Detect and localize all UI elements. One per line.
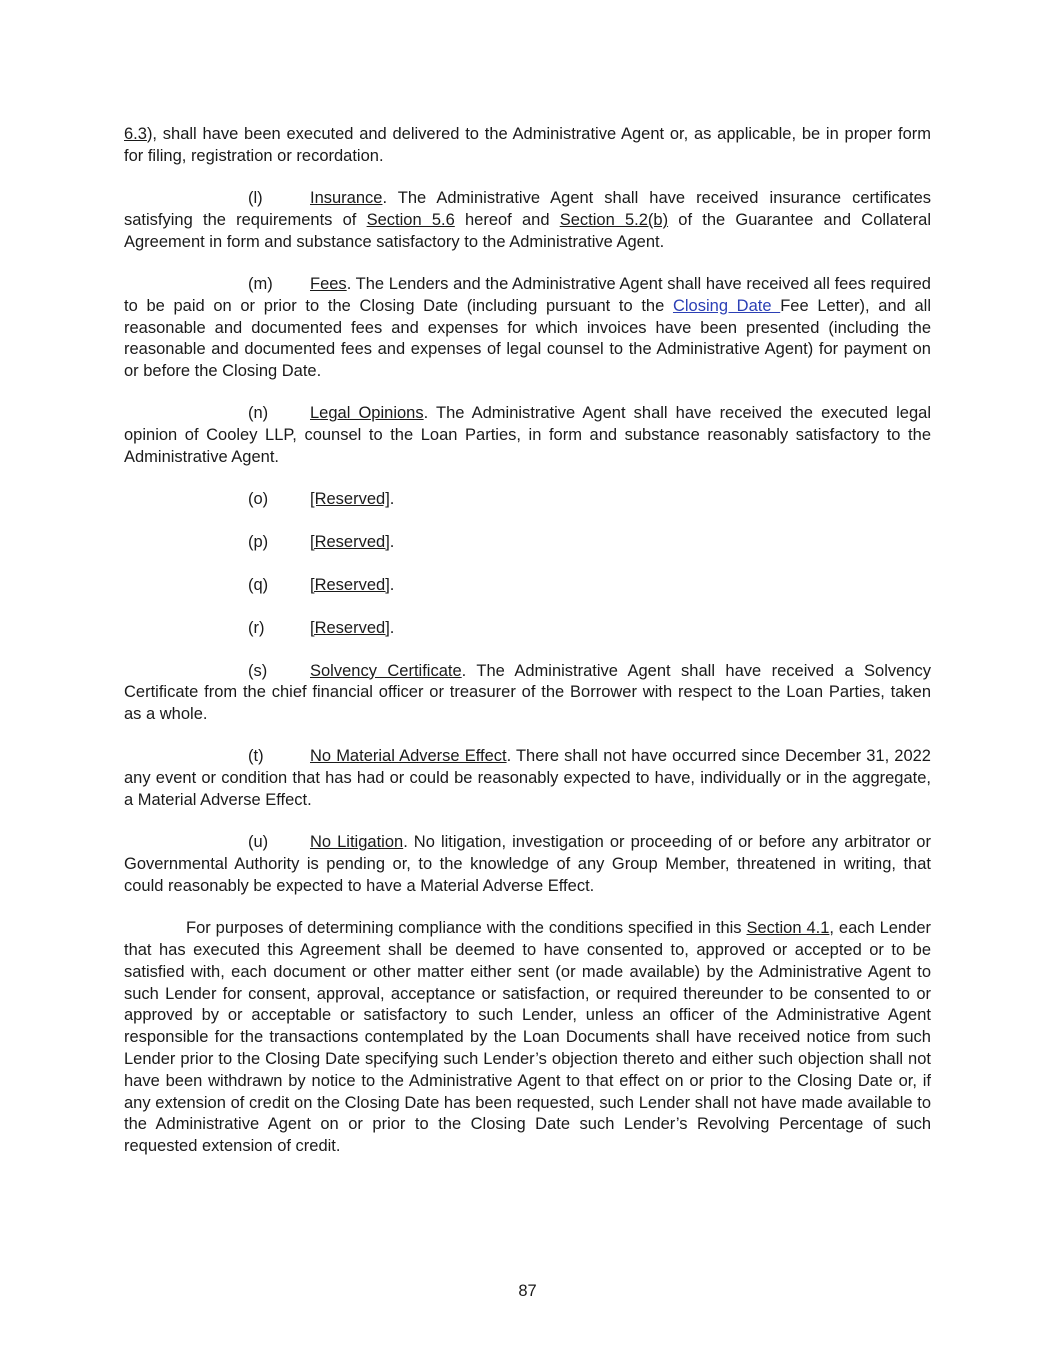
closing-paragraph: For purposes of determining compliance with the conditions specified in this Section 4.1, each Lender that has executed this Agreement shall be deemed to have consented to, approved or accepted or to be satisfied with, each document or other matter either sent (or made available) by the Administrative Agent to such Lender for consent, approval, acceptance or satisfaction, or required thereunder to be consented to or approved by or acceptable or satisfactory to such Lender, unless an officer of the Administrative Agent responsible for the transactions contemplated by the Loan Documents shall have received notice from such Lender prior to the Closing Date specifying such Lender’s objection thereto and either such objection shall not have been withdrawn by notice to the Administrative Agent to that effect on or prior to the Closing Date or, if any extension of credit on the Closing Date has been requested, such Lender shall not have made available to the Administrative Agent on or prior to the Closing Date such Lender’s Revolving Percentage of such requested extension of credit. bbox=[124, 919, 931, 1156]
clause-label: (p) bbox=[248, 533, 269, 552]
clause-t: (t) No Material Adverse Effect. There shall not have occurred since December 31, 2022 any event or condition that has had or could be reasonably expected to have, individually or in the aggregate, a Material Adverse Effect. bbox=[124, 747, 931, 810]
clause-title: Solvency Certificate bbox=[310, 661, 462, 680]
clause-label: (m) bbox=[248, 274, 273, 293]
clause-title: No Material Adverse Effect bbox=[310, 747, 507, 766]
clause-label: (n) bbox=[248, 404, 269, 423]
section-ref[interactable]: Section 4.1 bbox=[746, 919, 830, 938]
clause-q: (q) [Reserved]. bbox=[124, 575, 931, 597]
clause-m: (m) Fees. The Lenders and the Administrative Agent shall have received all fees required to be paid on or prior to the Closing Date (including pursuant to the Closing Date Fee Letter), and all reasonable and documented fees and expenses for which invoices have been presented (including the reasonable and documented fees and expenses of legal counsel to the Administrative Agent) for payment on or before the Closing Date. bbox=[124, 274, 931, 381]
page-number: 87 bbox=[518, 1282, 537, 1300]
section-ref[interactable]: Section 5.6 bbox=[366, 210, 455, 229]
clause-s: (s) Solvency Certificate. The Administrative Agent shall have received a Solvency Certificate from the chief financial officer or treasurer of the Borrower with respect to the Loan Parties, taken as a whole. bbox=[124, 661, 932, 724]
clause-title: No Litigation bbox=[310, 833, 404, 852]
section-ref[interactable]: Section 5.2(b) bbox=[559, 210, 669, 229]
clause-p: (p) [Reserved]. bbox=[124, 532, 931, 554]
clause-u: (u) No Litigation. No litigation, investigation or proceeding of or before any arbitrator or Governmental Authority is pending or, to the knowledge of any Group Member, threatened in writing, that could reasonably be expected to have a Material Adverse Effect. bbox=[124, 833, 931, 895]
clause-label: (s) bbox=[248, 661, 268, 680]
clause-title: Insurance bbox=[310, 189, 383, 208]
clause-label: (u) bbox=[248, 833, 269, 852]
closing-date-link[interactable]: Closing Date bbox=[672, 296, 781, 315]
clause-label: (l) bbox=[248, 189, 263, 208]
clause-label: (r) bbox=[248, 618, 265, 637]
clause-title: Legal Opinions bbox=[310, 404, 424, 423]
clause-label: (t) bbox=[248, 747, 264, 766]
document-page bbox=[124, 124, 931, 1158]
clause-title: Fees bbox=[310, 274, 347, 293]
clause-title: [Reserved] bbox=[310, 490, 390, 509]
intro-paragraph: 6.3), shall have been executed and delivered to the Administrative Agent or, as applicable, be in proper form for filing, registration or recordation. bbox=[124, 125, 931, 165]
clause-r: (r) [Reserved]. bbox=[124, 618, 931, 640]
clause-label: (o) bbox=[248, 490, 269, 509]
clause-label: (q) bbox=[248, 575, 269, 594]
clause-n: (n) Legal Opinions. The Administrative Agent shall have received the executed legal opinion of Cooley LLP, counsel to the Loan Parties, in form and substance reasonably satisfactory to the Administrative Agent. bbox=[124, 404, 932, 467]
clause-title: [Reserved] bbox=[310, 575, 390, 594]
clause-l: (l) Insurance. The Administrative Agent shall have received insurance certificates satisfying the requirements of Section 5.6 hereof and Section 5.2(b) of the Guarantee and Collateral Agreement in form and substance satisfactory to the Administrative Agent. bbox=[124, 189, 931, 251]
clause-title: [Reserved] bbox=[310, 533, 390, 552]
clause-o: (o) [Reserved]. bbox=[124, 489, 931, 511]
clause-title: [Reserved] bbox=[310, 618, 390, 637]
section-ref[interactable]: 6.3 bbox=[124, 125, 147, 143]
